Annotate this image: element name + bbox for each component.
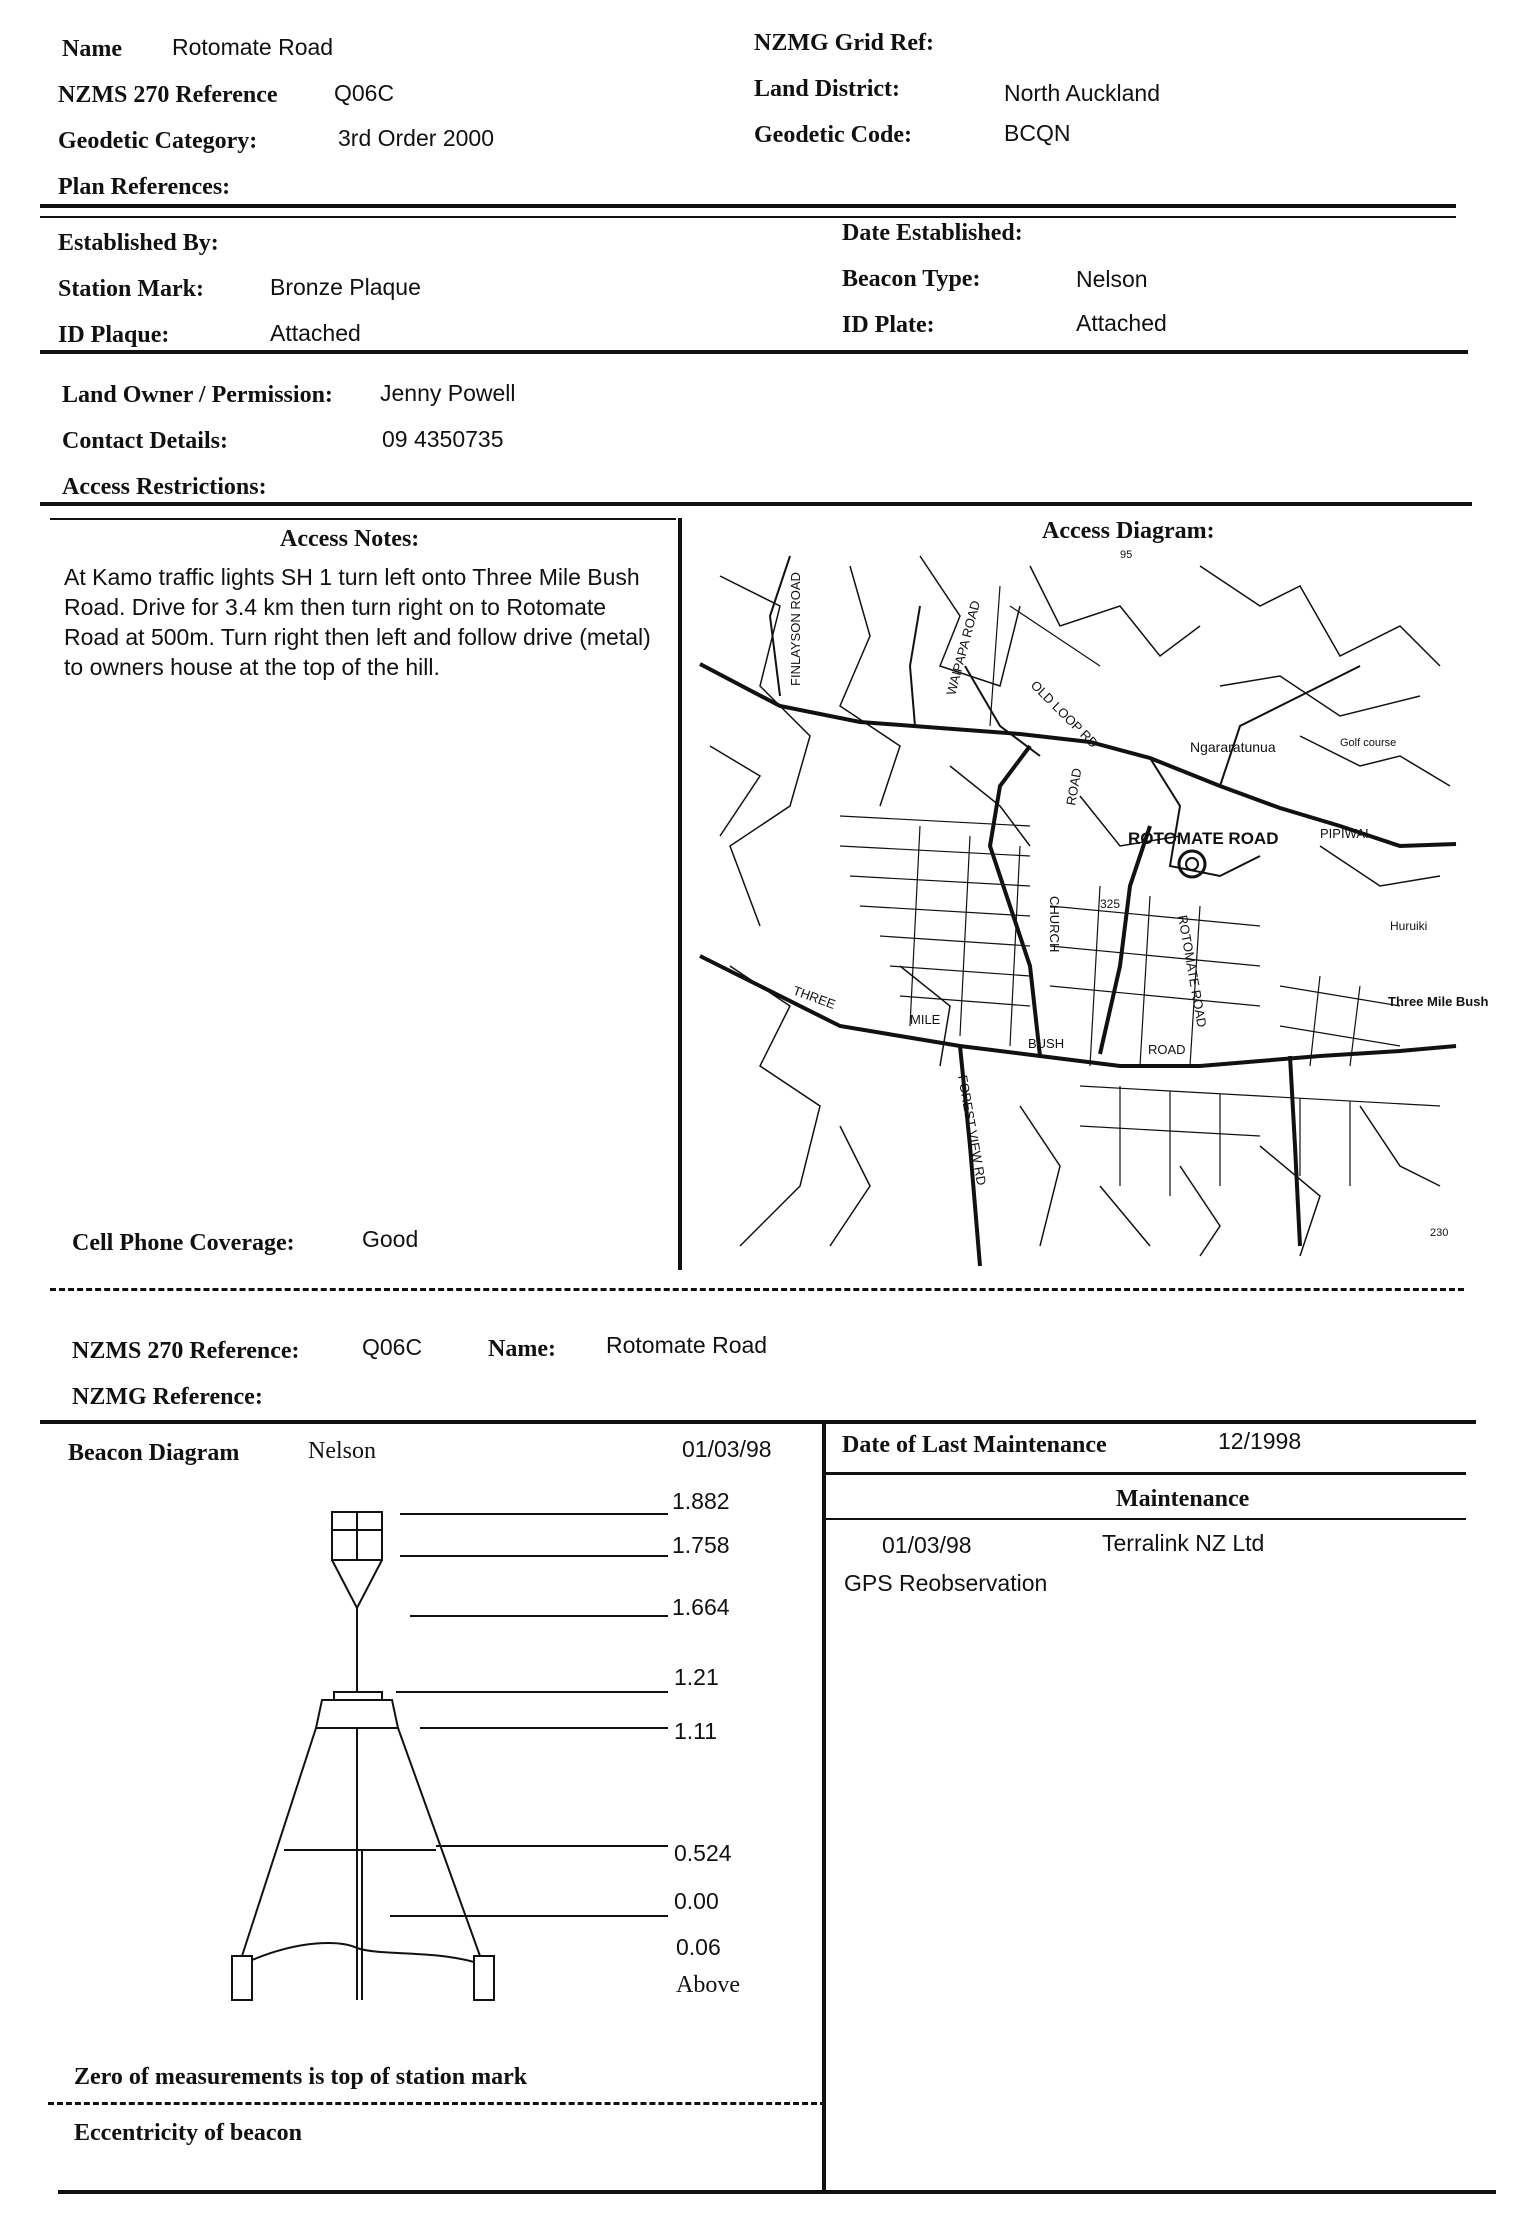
access-notes-title: Access Notes:	[280, 526, 420, 552]
map-label-three-mile-bush: Three Mile Bush	[1388, 994, 1489, 1009]
dashed-divider	[48, 2102, 826, 2105]
height-121: 1.21	[674, 1664, 719, 1690]
station-mark-label: Station Mark:	[58, 276, 204, 302]
maintenance-title: Maintenance	[1116, 1486, 1250, 1512]
second-name-label: Name:	[488, 1336, 556, 1362]
dashed-divider	[50, 1288, 1464, 1291]
beacon-drawing	[200, 1470, 700, 2020]
map-label-church: CHURCH	[1047, 896, 1062, 953]
divider	[50, 518, 676, 520]
map-label-waipapa: WAIPAPA ROAD	[943, 598, 984, 697]
established-by-label: Established By:	[58, 230, 219, 256]
beacon-date: 01/03/98	[682, 1436, 772, 1462]
date-established-label: Date Established:	[842, 220, 1023, 246]
geodetic-code-label: Geodetic Code:	[754, 122, 912, 148]
map-label-three: THREE	[790, 982, 838, 1012]
geodetic-category-label: Geodetic Category:	[58, 128, 258, 154]
zero-measurement-note: Zero of measurements is top of station mark	[74, 2064, 528, 2090]
nzms-label: NZMS 270 Reference	[58, 82, 278, 108]
divider	[40, 1420, 1476, 1424]
beacon-type-label: Beacon Type:	[842, 266, 981, 292]
divider	[40, 216, 1456, 218]
divider	[826, 1518, 1466, 1520]
eccentricity-label: Eccentricity of beacon	[74, 2120, 302, 2146]
map-label-forest-view: FOREST VIEW RD	[955, 1073, 990, 1187]
geodetic-category-value: 3rd Order 2000	[338, 125, 494, 151]
access-map	[700, 546, 1489, 1266]
maintenance-entry-company: Terralink NZ Ltd	[1102, 1530, 1265, 1556]
map-label-rotomate-vertical: ROTOMATE ROAD	[1175, 913, 1210, 1029]
map-label-old-loop: OLD LOOP RD	[1027, 677, 1102, 751]
nzmg-grid-label: NZMG Grid Ref:	[754, 30, 934, 56]
id-plaque-value: Attached	[270, 320, 361, 346]
beacon-foot-right	[474, 1956, 494, 2000]
second-nzms-value: Q06C	[362, 1334, 423, 1360]
height-1882: 1.882	[672, 1488, 730, 1514]
map-label-rotomate-road: ROTOMATE ROAD	[1128, 829, 1279, 848]
nzms-value: Q06C	[334, 80, 395, 106]
column-divider	[822, 1422, 826, 2194]
main-roads	[700, 664, 1456, 1266]
access-diagram-title: Access Diagram:	[1042, 518, 1215, 544]
map-label-church-road: ROAD	[1063, 766, 1085, 807]
station-marker-inner	[1186, 858, 1198, 870]
map-label-bush: BUSH	[1028, 1036, 1065, 1051]
name-label: Name	[62, 36, 122, 62]
map-label-spot-325: 325	[1100, 897, 1121, 911]
terrain-lines	[710, 556, 1450, 1256]
map-label-mile: MILE	[910, 1012, 941, 1027]
map-label-ngararatunua: Ngararatunua	[1190, 739, 1276, 755]
station-mark-value: Bronze Plaque	[270, 274, 421, 300]
id-plate-label: ID Plate:	[842, 312, 935, 338]
map-label-spot-230: 230	[1430, 1227, 1449, 1239]
station-marker	[1179, 851, 1205, 877]
beacon-head-plate	[334, 1692, 382, 1700]
parcel-lines	[840, 586, 1440, 1196]
map-label-huruiki: Huruiki	[1390, 919, 1428, 933]
divider	[826, 1472, 1466, 1475]
map-label-bush-road: ROAD	[1148, 1042, 1186, 1057]
id-plaque-label: ID Plaque:	[58, 322, 170, 348]
second-nzms-label: NZMS 270 Reference:	[72, 1338, 300, 1364]
beacon-type-value: Nelson	[1076, 266, 1148, 292]
maintenance-entry-note: GPS Reobservation	[844, 1570, 1048, 1596]
beacon-head	[316, 1700, 398, 1728]
height-1758: 1.758	[672, 1532, 730, 1558]
divider	[40, 350, 1468, 354]
cell-coverage-label: Cell Phone Coverage:	[72, 1230, 295, 1256]
map-label-golf: Golf course	[1340, 737, 1397, 749]
maintenance-entry-date: 01/03/98	[882, 1532, 972, 1558]
land-district-value: North Auckland	[1004, 80, 1160, 106]
height-111: 1.11	[674, 1718, 718, 1744]
cell-coverage-value: Good	[362, 1226, 419, 1252]
beacon-diagram-title: Beacon Diagram	[68, 1440, 240, 1466]
map-label-finlayson: FINLAYSON ROAD	[788, 572, 803, 686]
last-maintenance-value: 12/1998	[1218, 1428, 1302, 1454]
id-plate-value: Attached	[1076, 310, 1167, 336]
plan-references-label: Plan References:	[58, 174, 231, 200]
name-value: Rotomate Road	[172, 34, 334, 60]
land-owner-value: Jenny Powell	[380, 380, 516, 406]
map-label-pipiwai: PIPIWAI	[1320, 826, 1369, 841]
access-notes-text: At Kamo traffic lights SH 1 turn left onto Three Mile Bush Road. Drive for 3.4 km then turn right on to Rotomate Road at 500m. Turn right then left and follow drive (metal) to owners house at the top of the hill.	[64, 564, 651, 680]
land-owner-label: Land Owner / Permission:	[62, 382, 333, 408]
divider	[40, 204, 1456, 208]
divider	[40, 502, 1472, 506]
map-label-spot-95: 95	[1120, 549, 1133, 561]
beacon-leg-right	[398, 1728, 480, 1956]
height-0524: 0.524	[674, 1840, 732, 1866]
height-000: 0.00	[674, 1888, 719, 1914]
beacon-leg-left	[242, 1728, 316, 1956]
nzmg-reference-label: NZMG Reference:	[72, 1384, 263, 1410]
contact-details-value: 09 4350735	[382, 426, 504, 452]
contact-details-label: Contact Details:	[62, 428, 228, 454]
height-006: 0.06	[676, 1934, 721, 1960]
map-labels	[788, 549, 1488, 1239]
column-divider	[678, 518, 682, 1270]
last-maintenance-label: Date of Last Maintenance	[842, 1432, 1107, 1458]
second-name-value: Rotomate Road	[606, 1332, 768, 1358]
access-restrictions-label: Access Restrictions:	[62, 474, 267, 500]
beacon-top-cone	[332, 1560, 382, 1608]
height-above-label: Above	[676, 1972, 740, 1998]
beacon-foot-left	[232, 1956, 252, 2000]
beacon-type: Nelson	[308, 1438, 376, 1464]
geodetic-code-value: BCQN	[1004, 120, 1071, 146]
height-1664: 1.664	[672, 1594, 730, 1620]
land-district-label: Land District:	[754, 76, 900, 102]
divider	[58, 2190, 1496, 2194]
